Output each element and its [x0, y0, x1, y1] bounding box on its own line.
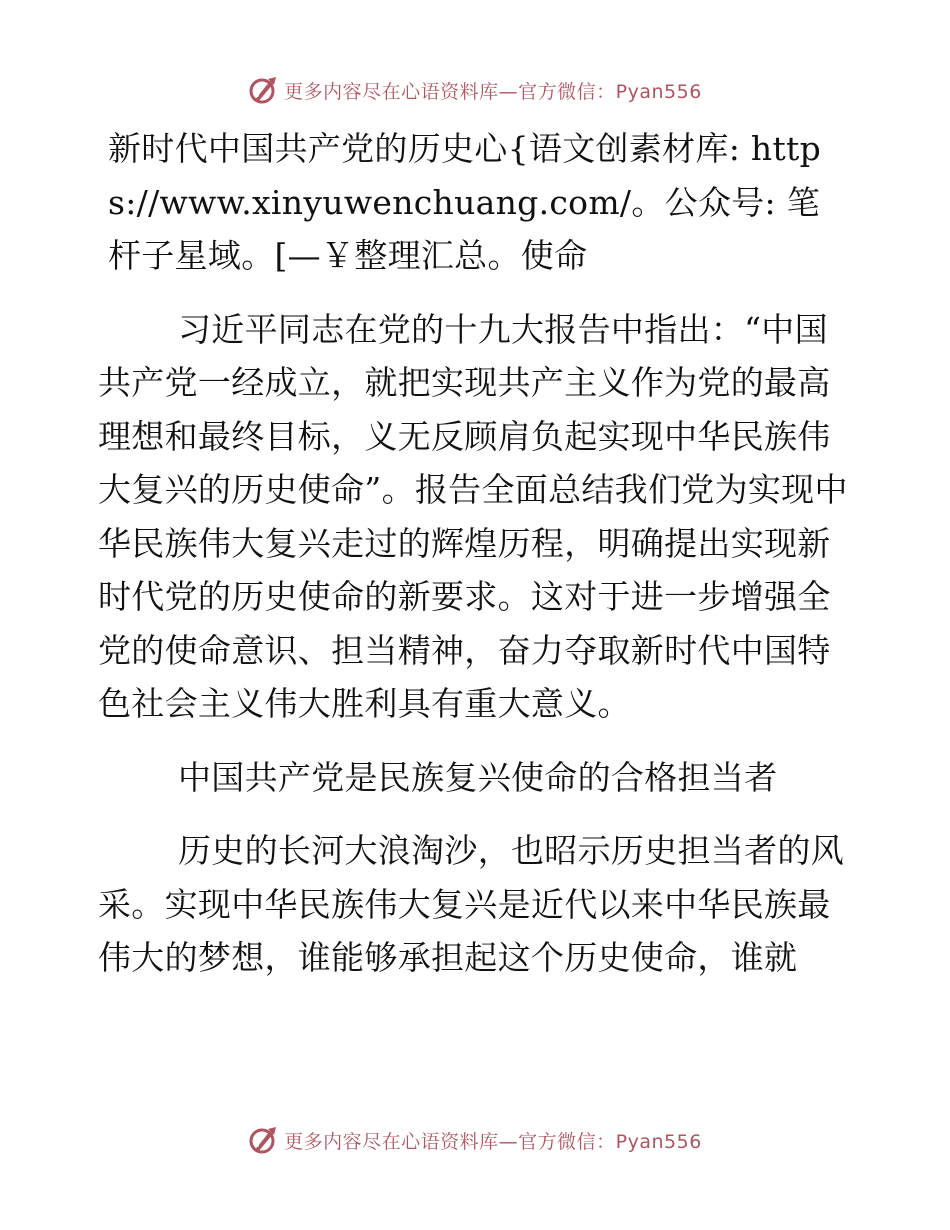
quill-logo-icon — [248, 75, 278, 105]
header-banner — [0, 70, 950, 110]
document-body — [98, 122, 850, 1005]
quill-logo-icon — [248, 1125, 278, 1155]
section-heading: 中国共产党是民族复兴使命的合格担当者 — [178, 757, 778, 797]
footer-banner-text: 更多内容尽在心语资料库—官方微信：Pyan556 — [284, 1130, 702, 1153]
header-banner-text: 更多内容尽在心语资料库—官方微信：Pyan556 — [284, 80, 702, 103]
document-title-line: 新时代中国共产党的历史心{语文创素材库: https://www.xinyuwenchuang.com/。公众号: 笔杆子星域。[—￥整理汇总。使命 — [108, 129, 822, 275]
footer-banner — [0, 1120, 950, 1160]
body-paragraph: 习近平同志在党的十九大报告中指出：“中国共产党一经成立，就把实现共产主义作为党的最高理想和最终目标，义无反顾肩负起实现中华民族伟大复兴的历史使命”。报告全面总结我们党为实现中华民族伟大复兴走过的辉煌历程，明确提出实现新时代党的历史使命的新要求。这对于进一步增强全党的使命意识、担当精神，奋力夺取新时代中国特色社会主义伟大胜利具有重大意义。 — [98, 309, 848, 723]
body-paragraph: 历史的长河大浪淘沙，也昭示历史担当者的风采。实现中华民族伟大复兴是近代以来中华民族最伟大的梦想，谁能够承担起这个历史使命，谁就 — [98, 831, 844, 977]
